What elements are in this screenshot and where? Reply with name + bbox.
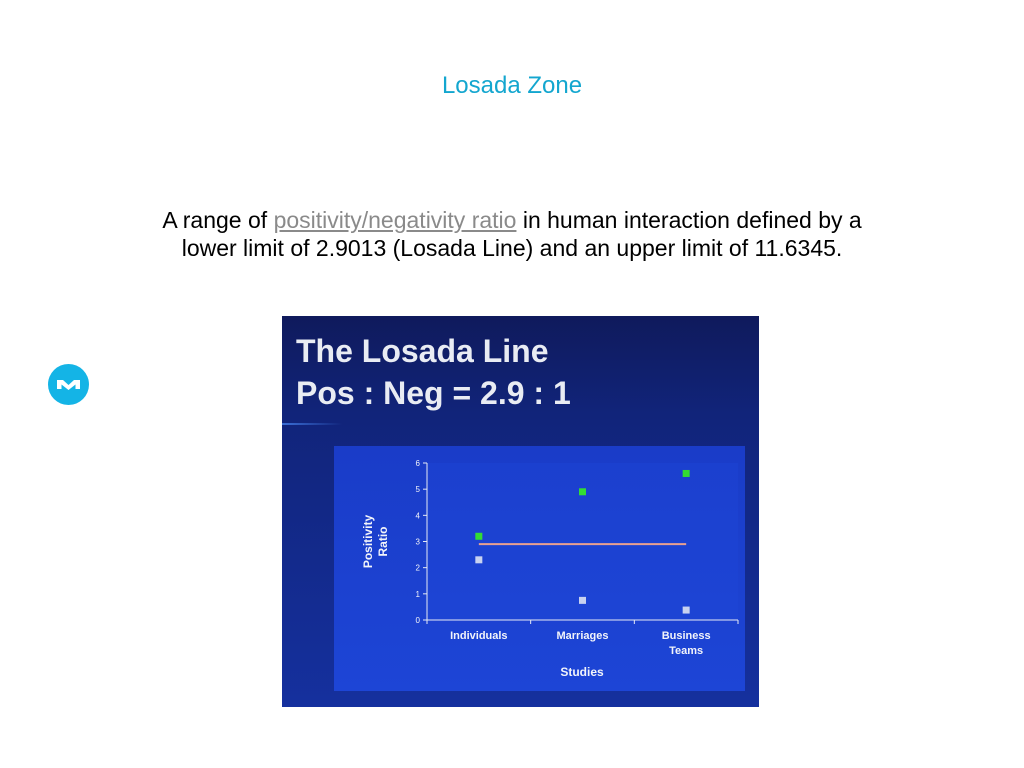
y-tick-label: 0 [415,616,420,625]
slide-title-line2: Pos : Neg = 2.9 : 1 [296,375,571,411]
page-title: Losada Zone [441,72,583,99]
chart-slide [282,316,759,707]
y-tick-label: 5 [415,485,420,495]
plot-area [427,463,738,620]
y-axis-label: PositivityRatio [361,514,390,569]
data-point-series-0 [475,533,482,540]
y-tick-label: 1 [415,589,420,599]
description-text-end: in human interaction defined by a lower limit of 2.9013 (Losada Line) and an upper limit of 11.6345. [181,207,862,261]
data-point-series-1 [683,607,690,614]
description-text-start: A range of [162,207,274,233]
data-point-series-1 [475,556,482,563]
x-tick-label: Business Teams [661,630,711,657]
x-tick-label: Individuals [450,630,508,642]
y-tick-label: 2 [415,563,420,573]
positivity-ratio-link[interactable]: positivity/negativity ratio [273,207,517,233]
slide-title-line1: The Losada Line [296,333,549,369]
data-point-series-0 [579,488,586,495]
x-tick-group [427,620,738,657]
slide-divider [282,423,342,425]
description [150,206,874,262]
slide-title [296,330,571,414]
y-tick-label: 3 [415,537,420,547]
scatter-chart [334,446,745,691]
data-point-series-0 [683,470,690,477]
x-axis-label: Studies [560,665,604,679]
logo-icon [48,364,89,405]
y-tick-group [416,459,427,625]
plot-panel [334,446,745,691]
y-tick-label: 6 [415,459,420,468]
y-tick-label: 4 [415,511,420,521]
x-tick-label: Marriages [556,630,609,642]
data-point-series-1 [579,597,586,604]
